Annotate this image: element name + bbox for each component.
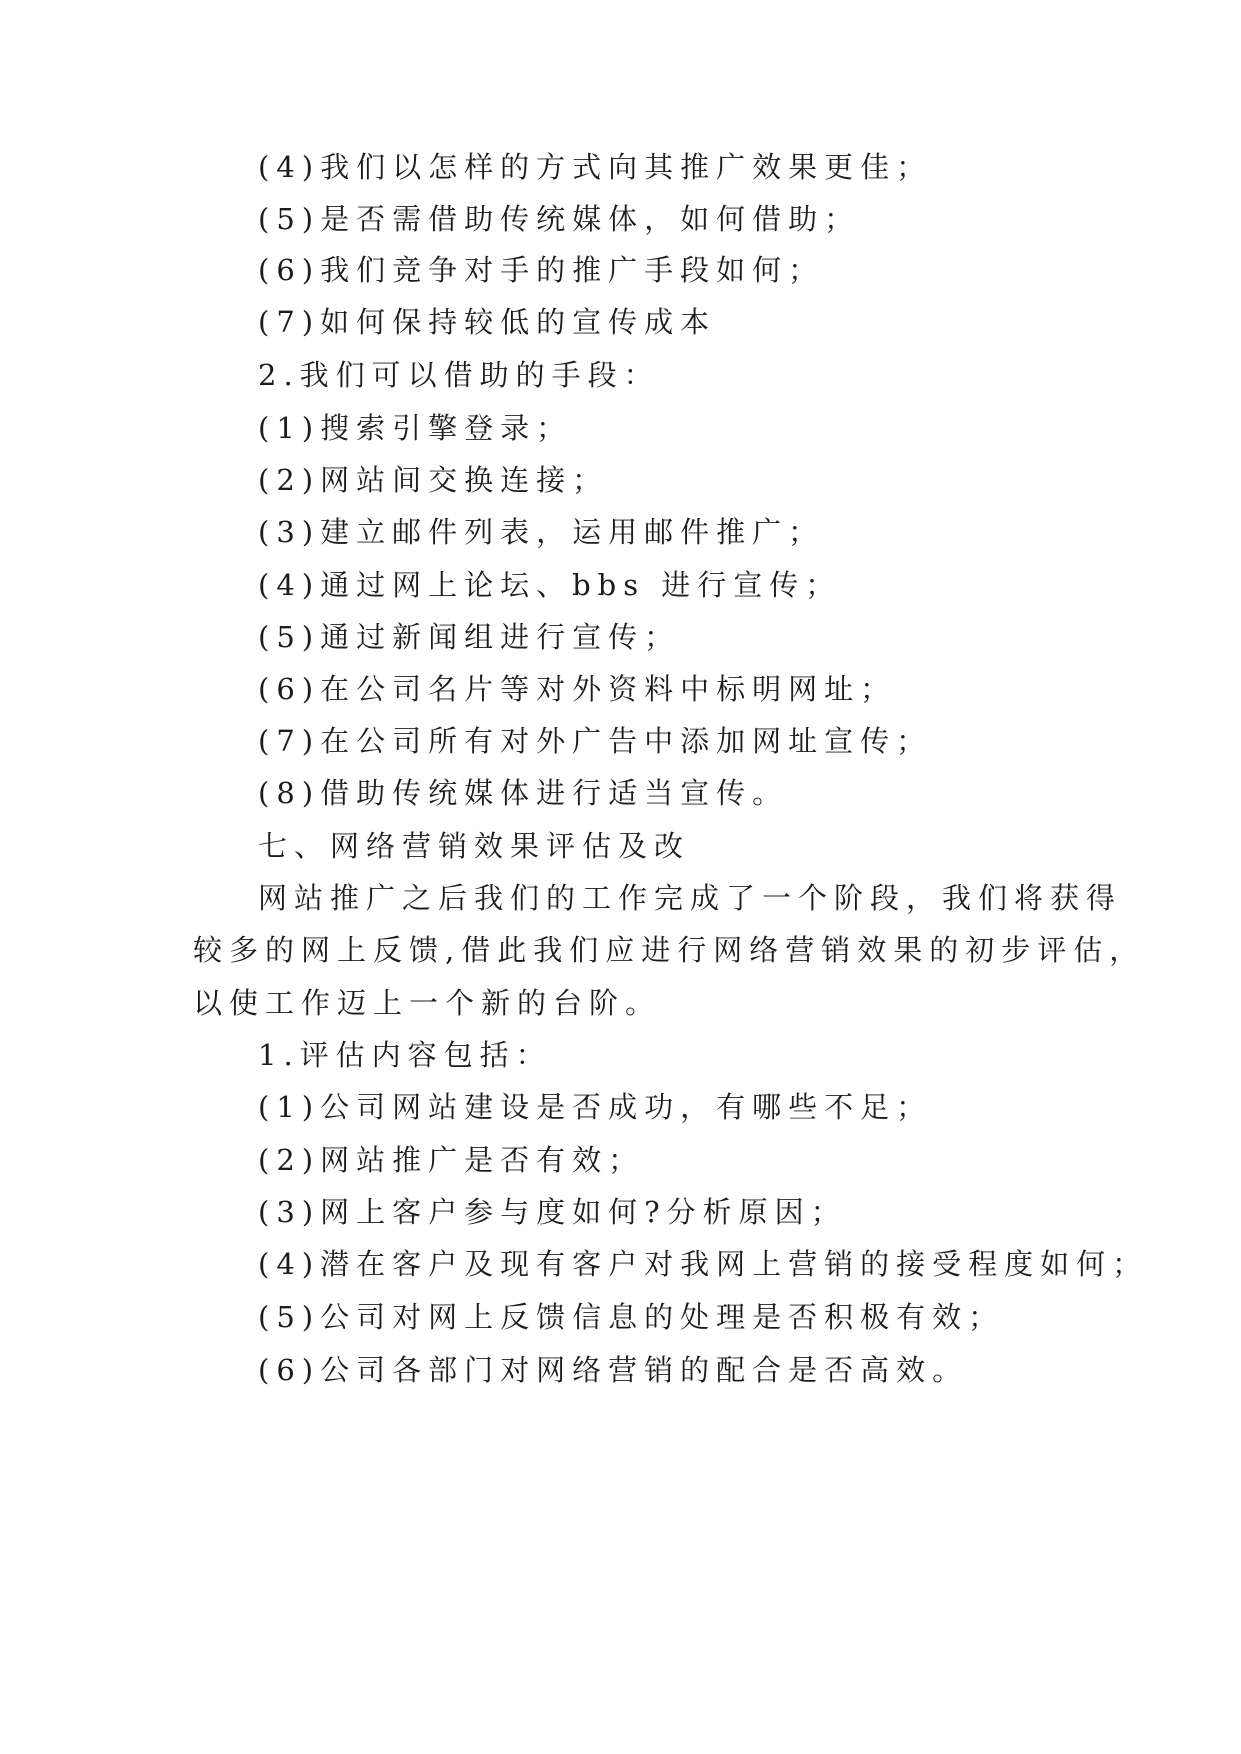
paragraph-line: 较多的网上反馈,借此我们应进行网络营销效果的初步评估， bbox=[193, 933, 1146, 967]
text-line: (7)如何保持较低的宣传成本 bbox=[258, 305, 717, 339]
text-line: (3)建立邮件列表，运用邮件推广； bbox=[258, 515, 825, 549]
text-line: (4)通过网上论坛、bbs 进行宣传； bbox=[258, 568, 842, 602]
text-line: (8)借助传统媒体进行适当宣传。 bbox=[258, 776, 789, 810]
text-line: (2)网站推广是否有效； bbox=[258, 1143, 645, 1177]
text-line: (1)搜索引擎登录； bbox=[258, 411, 573, 445]
text-line: (4)我们以怎样的方式向其推广效果更佳； bbox=[258, 150, 933, 184]
text-line: (5)公司对网上反馈信息的处理是否积极有效； bbox=[258, 1300, 1005, 1334]
text-line: (3)网上客户参与度如何?分析原因； bbox=[258, 1195, 847, 1229]
section-heading: 七、网络营销效果评估及改 bbox=[258, 829, 691, 863]
text-line: (6)在公司名片等对外资料中标明网址； bbox=[258, 672, 897, 706]
text-line: (7)在公司所有对外广告中添加网址宣传； bbox=[258, 724, 933, 758]
text-line: (6)公司各部门对网络营销的配合是否高效。 bbox=[258, 1353, 969, 1387]
paragraph-line: 以使工作迈上一个新的台阶。 bbox=[193, 986, 662, 1020]
text-line: (1)公司网站建设是否成功，有哪些不足； bbox=[258, 1090, 933, 1124]
text-line: (5)通过新闻组进行宣传； bbox=[258, 620, 681, 654]
text-line: 2.我们可以借助的手段： bbox=[258, 358, 660, 392]
text-line: (5)是否需借助传统媒体，如何借助； bbox=[258, 202, 861, 236]
text-line: (6)我们竞争对手的推广手段如何； bbox=[258, 253, 825, 287]
paragraph-line: 网站推广之后我们的工作完成了一个阶段，我们将获得 bbox=[258, 881, 1123, 915]
text-line: 1.评估内容包括： bbox=[258, 1038, 552, 1072]
text-line: (2)网站间交换连接； bbox=[258, 463, 609, 497]
text-line: (4)潜在客户及现有客户对我网上营销的接受程度如何； bbox=[258, 1247, 1149, 1281]
